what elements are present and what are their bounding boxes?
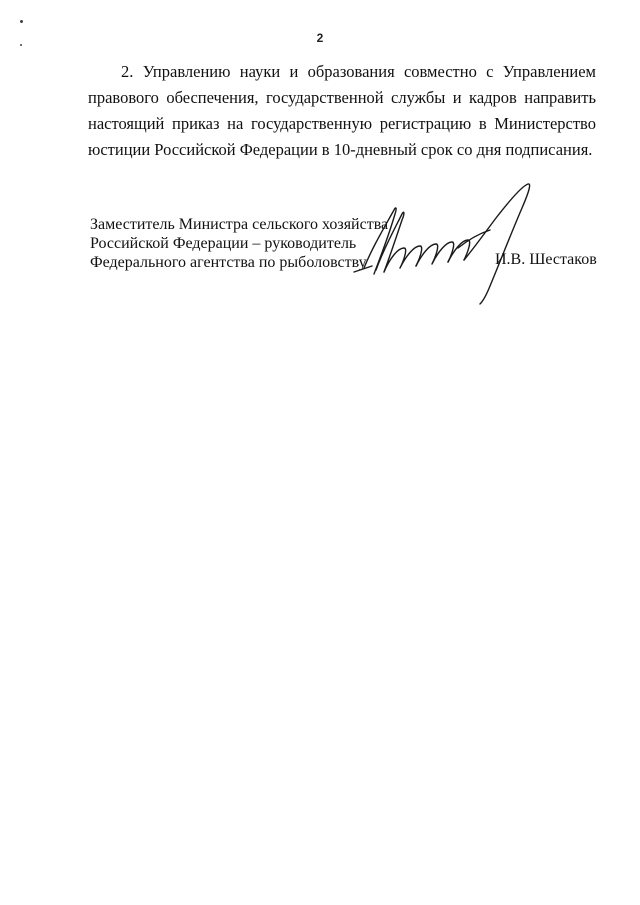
paragraph-line-3: настоящий приказ на государственную регистрацию в Министерство [88, 114, 596, 133]
paragraph-line-1: 2. Управлению науки и образования совместно с Управлением [121, 62, 596, 81]
signer-name: И.В. Шестаков [495, 251, 597, 268]
page-number: 2 [316, 31, 324, 45]
handwritten-signature [350, 178, 550, 308]
signer-position-line-1: Заместитель Министра сельского хозяйства [90, 216, 389, 233]
signer-position-line-3: Федерального агентства по рыболовству [90, 254, 367, 271]
scan-speck [20, 20, 23, 23]
paragraph-line-4: юстиции Российской Федерации в 10-дневный срок со дня подписания. [88, 140, 593, 159]
paragraph-line-2: правового обеспечения, государственной службы и кадров направить [88, 88, 596, 107]
signer-position-line-2: Российской Федерации – руководитель [90, 235, 357, 252]
